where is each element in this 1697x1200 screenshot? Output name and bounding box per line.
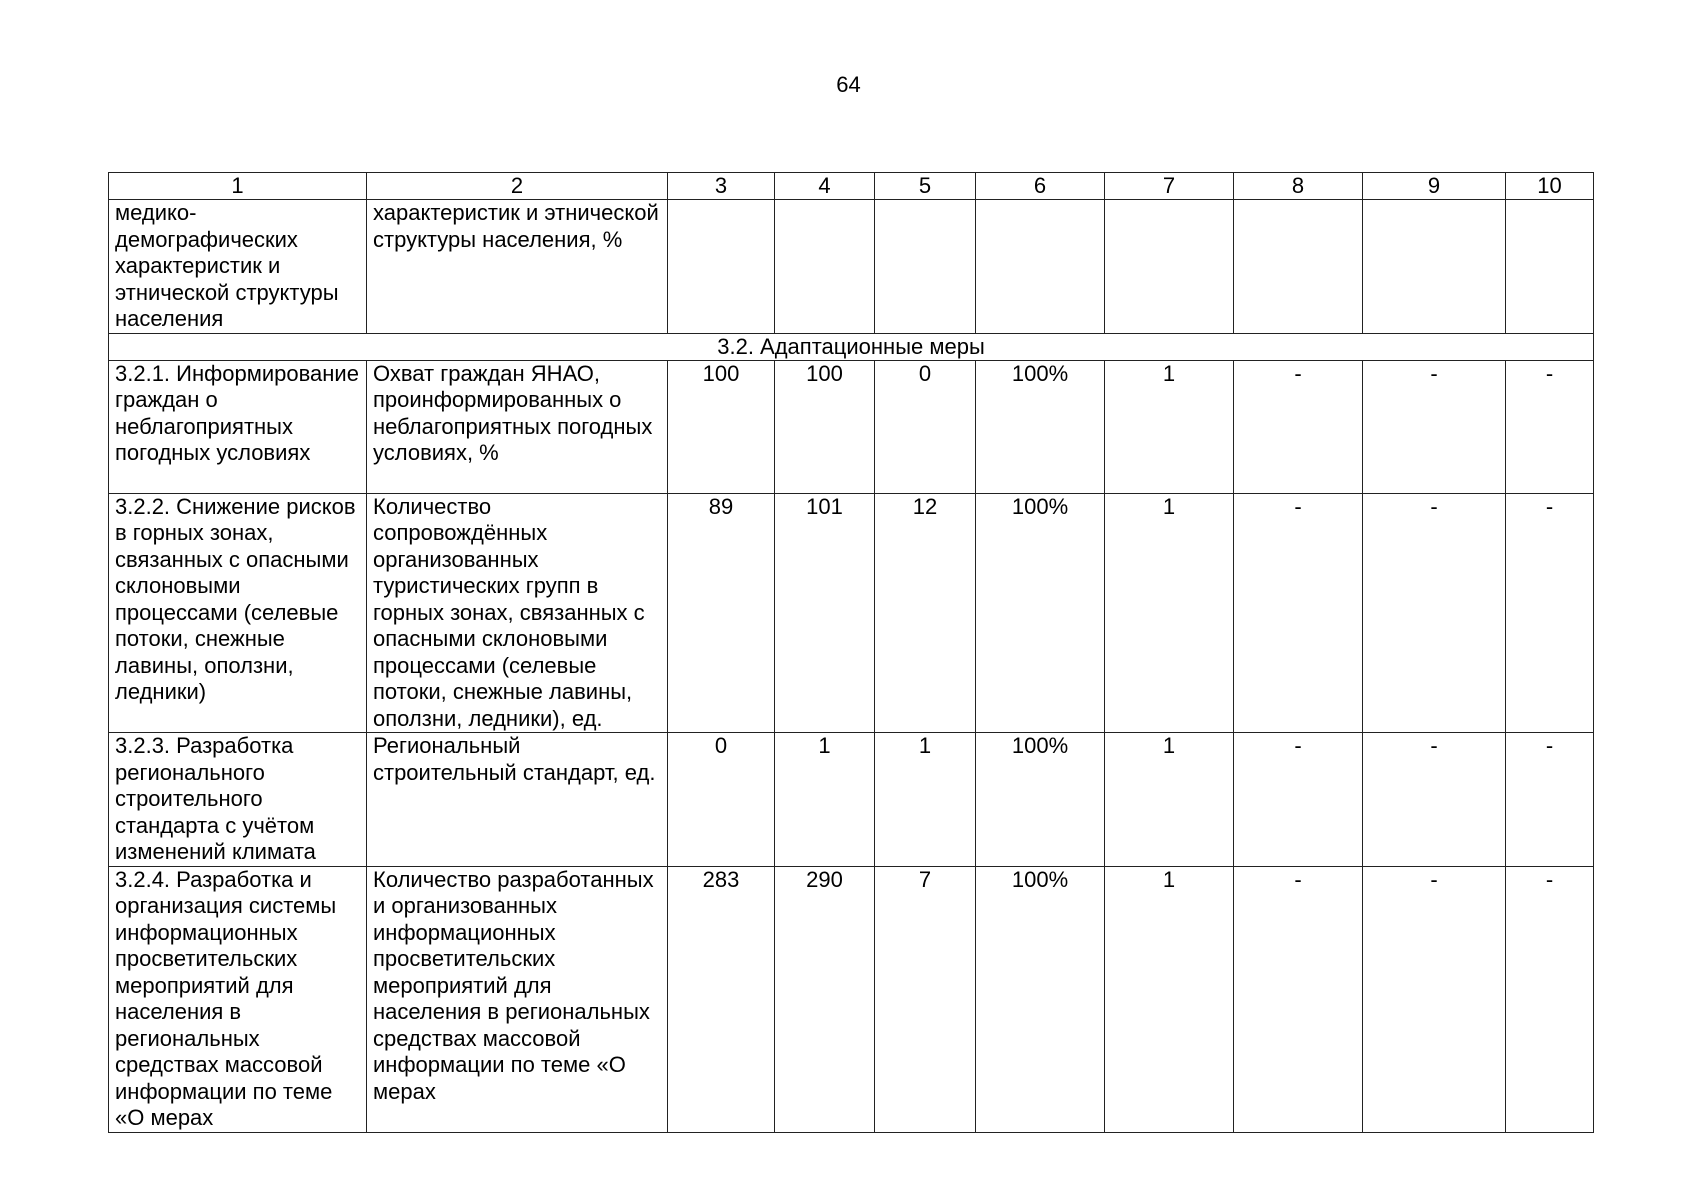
column-header: 4 [775, 173, 875, 200]
value-cell: - [1363, 733, 1506, 867]
value-cell: 12 [875, 493, 976, 733]
value-cell: 0 [875, 360, 976, 493]
value-cell: - [1234, 733, 1363, 867]
column-header: 6 [976, 173, 1105, 200]
value-cell: 1 [875, 733, 976, 867]
value-cell: 1 [1105, 360, 1234, 493]
value-cell: 101 [775, 493, 875, 733]
value-cell: 290 [775, 866, 875, 1132]
column-number-row [109, 173, 1594, 200]
column-header: 2 [367, 173, 668, 200]
value-cell: - [1506, 733, 1594, 867]
value-cell: 100% [976, 866, 1105, 1132]
value-cell: 100% [976, 493, 1105, 733]
column-header: 1 [109, 173, 367, 200]
column-header: 5 [875, 173, 976, 200]
value-cell: 100 [668, 360, 775, 493]
table-row [109, 866, 1594, 1132]
indicator-cell: Количество сопровождённых организованных туристических групп в горных зонах, связанных с опасными склоновыми процессами (селевые потоки, снежные лавины, оползни, ледники), ед. [367, 493, 668, 733]
column-header: 8 [1234, 173, 1363, 200]
value-cell [775, 200, 875, 334]
measure-name-cell: медико-демографических характеристик и этнической структуры населения [109, 200, 367, 334]
column-header: 3 [668, 173, 775, 200]
value-cell: - [1234, 866, 1363, 1132]
value-cell: 100% [976, 360, 1105, 493]
measure-name-cell: 3.2.3. Разработка регионального строительного стандарта с учётом изменений климата [109, 733, 367, 867]
value-cell: - [1234, 360, 1363, 493]
page-number: 64 [836, 72, 861, 97]
value-cell [1506, 200, 1594, 334]
value-cell: 100% [976, 733, 1105, 867]
value-cell: - [1363, 360, 1506, 493]
value-cell: - [1506, 360, 1594, 493]
table-row [109, 360, 1594, 493]
table-row [109, 200, 1594, 334]
value-cell: 1 [1105, 493, 1234, 733]
value-cell: - [1234, 493, 1363, 733]
value-cell [1363, 200, 1506, 334]
value-cell: - [1506, 866, 1594, 1132]
value-cell [1105, 200, 1234, 334]
value-cell: 1 [1105, 733, 1234, 867]
value-cell: - [1363, 866, 1506, 1132]
value-cell: 0 [668, 733, 775, 867]
column-header: 10 [1506, 173, 1594, 200]
value-cell: - [1506, 493, 1594, 733]
column-header: 9 [1363, 173, 1506, 200]
indicator-cell: Региональный строительный стандарт, ед. [367, 733, 668, 867]
value-cell [875, 200, 976, 334]
measure-name-cell: 3.2.2. Снижение рисков в горных зонах, связанных с опасными склоновыми процессами (селевые потоки, снежные лавины, оползни, ледники) [109, 493, 367, 733]
section-title: 3.2. Адаптационные меры [109, 333, 1594, 360]
indicator-cell: характеристик и этнической структуры населения, % [367, 200, 668, 334]
value-cell [668, 200, 775, 334]
value-cell: 1 [775, 733, 875, 867]
value-cell [1234, 200, 1363, 334]
value-cell [976, 200, 1105, 334]
table-row [109, 493, 1594, 733]
value-cell: - [1363, 493, 1506, 733]
value-cell: 1 [1105, 866, 1234, 1132]
value-cell: 89 [668, 493, 775, 733]
value-cell: 283 [668, 866, 775, 1132]
table-row [109, 733, 1594, 867]
indicators-table [108, 172, 1594, 1133]
value-cell: 100 [775, 360, 875, 493]
measure-name-cell: 3.2.4. Разработка и организация системы информационных просветительских мероприятий для населения в региональных средствах массовой информации по теме «О мерах [109, 866, 367, 1132]
indicator-cell: Охват граждан ЯНАО, проинформированных о неблагоприятных погодных условиях, % [367, 360, 668, 493]
column-header: 7 [1105, 173, 1234, 200]
value-cell: 7 [875, 866, 976, 1132]
measure-name-cell: 3.2.1. Информирование граждан о неблагоприятных погодных условиях [109, 360, 367, 493]
indicator-cell: Количество разработанных и организованных информационных просветительских мероприятий для населения в региональных средствах массовой информации по теме «О мерах [367, 866, 668, 1132]
section-row [109, 333, 1594, 360]
